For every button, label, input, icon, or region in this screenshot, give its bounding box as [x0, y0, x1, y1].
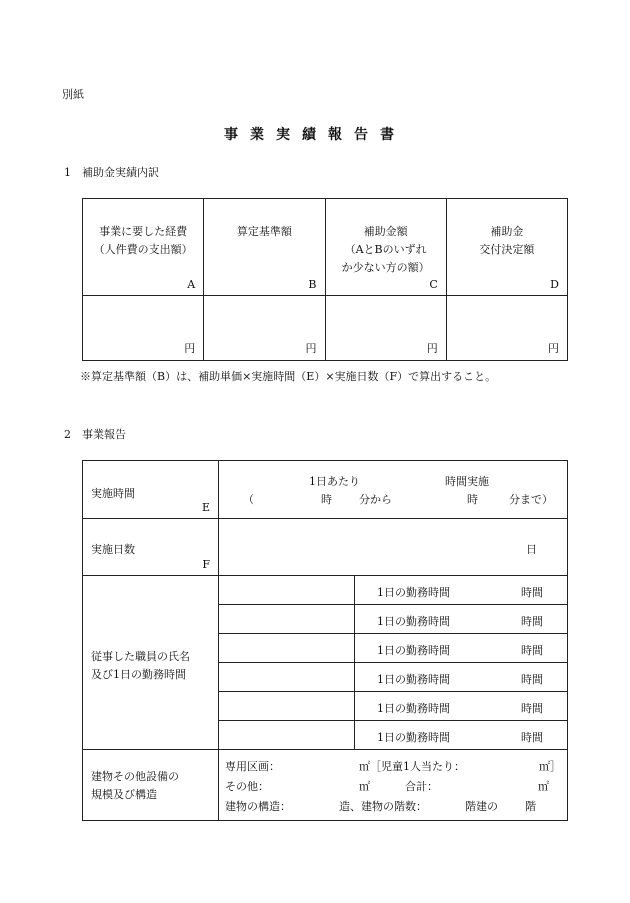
days-unit: 日 — [526, 543, 537, 556]
staff-label-line1: 従事した職員の氏名 — [91, 650, 190, 663]
time-code: E — [201, 501, 210, 514]
other-area-label: その他： — [225, 780, 269, 793]
column-code: C — [429, 278, 438, 291]
header-line: 補助金額 — [363, 225, 408, 238]
staff-label-line2: 及び1日の勤務時間 — [91, 668, 186, 681]
project-report-table — [82, 460, 568, 821]
structure-label: 建物の構造： — [225, 800, 291, 813]
staff-name-field[interactable] — [219, 692, 355, 721]
yen-unit: 円 — [548, 342, 559, 355]
work-hours-label: 1日の勤務時間 — [377, 644, 450, 657]
work-hours-label: 1日の勤務時間 — [377, 673, 450, 686]
days-code: F — [202, 558, 210, 571]
hours-implemented-label: 時間実施 — [445, 475, 489, 488]
column-code: A — [187, 278, 196, 291]
building-label-line2: 規模及び構造 — [91, 788, 157, 801]
floor-unit: 階 — [525, 800, 536, 813]
staff-label-cell — [83, 576, 219, 750]
hours-unit: 時間 — [521, 673, 543, 686]
total-area-unit: ㎡ — [538, 780, 549, 793]
other-area-unit: ㎡ — [359, 780, 370, 793]
amount-cell-subsidy[interactable] — [325, 296, 446, 361]
staff-name-field[interactable] — [219, 605, 355, 634]
story-building-label: 階建の — [465, 800, 498, 813]
section2-heading: 2 事業報告 — [64, 428, 126, 441]
header-line: 事業に要した経費 — [99, 225, 188, 238]
staff-name-field[interactable] — [219, 663, 355, 692]
staff-hours-field[interactable] — [355, 663, 568, 692]
end-minute-unit: 分まで） — [509, 493, 553, 506]
document-title: 事業実績報告書 — [224, 127, 406, 143]
per-child-area-unit: ㎡］ — [539, 760, 561, 773]
dedicated-area-label: 専用区画： — [225, 760, 280, 773]
work-hours-label: 1日の勤務時間 — [377, 731, 450, 744]
time-label: 実施時間 — [91, 487, 135, 500]
calculation-note: ※算定基準額（B）は、補助単価×実施時間（E）×実施日数（F）で算出すること。 — [80, 370, 497, 383]
column-code: B — [308, 278, 317, 291]
staff-name-field[interactable] — [219, 576, 355, 605]
staff-hours-field[interactable] — [355, 692, 568, 721]
work-hours-label: 1日の勤務時間 — [377, 702, 450, 715]
building-label-cell — [83, 750, 219, 821]
hours-unit: 時間 — [521, 586, 543, 599]
days-label: 実施日数 — [91, 543, 135, 556]
staff-hours-field[interactable] — [355, 576, 568, 605]
days-label-cell — [83, 519, 219, 576]
end-hour-unit: 時 — [467, 493, 478, 506]
time-label-cell — [83, 461, 219, 519]
per-day-label: 1日あたり — [309, 475, 360, 488]
time-value-cell[interactable] — [219, 461, 568, 519]
work-hours-label: 1日の勤務時間 — [377, 615, 450, 628]
amount-cell-decision[interactable] — [446, 296, 567, 361]
start-minute-unit: 分から — [359, 493, 392, 506]
hours-unit: 時間 — [521, 644, 543, 657]
building-label-line1: 建物その他設備の — [91, 770, 179, 783]
building-value-cell[interactable] — [219, 750, 568, 821]
header-line: 交付決定額 — [479, 243, 535, 256]
header-cell-decision — [446, 199, 567, 296]
days-value-cell[interactable] — [219, 519, 568, 576]
header-line: （AとBのいずれ — [344, 243, 427, 256]
amount-cell-expense[interactable] — [83, 296, 204, 361]
subsidy-breakdown-table — [82, 198, 568, 361]
yen-unit: 円 — [184, 342, 196, 355]
work-hours-label: 1日の勤務時間 — [377, 586, 450, 599]
hours-unit: 時間 — [521, 615, 543, 628]
hours-unit: 時間 — [521, 702, 543, 715]
staff-hours-field[interactable] — [355, 634, 568, 663]
column-code: D — [550, 278, 559, 291]
staff-hours-field[interactable] — [355, 721, 568, 750]
section1-heading: 1 補助金実績内訳 — [64, 166, 159, 179]
floors-label: 造、建物の階数： — [339, 800, 427, 813]
yen-unit: 円 — [426, 342, 438, 355]
header-line: （人件費の支出額） — [93, 243, 193, 256]
header-cell-base — [204, 199, 325, 296]
header-line: か少ない方の額） — [341, 261, 430, 274]
paren-open: （ — [243, 493, 254, 506]
header-line: 補助金 — [490, 225, 524, 238]
amount-cell-base[interactable] — [204, 296, 325, 361]
header-line: 算定基準額 — [236, 225, 292, 238]
staff-hours-field[interactable] — [355, 605, 568, 634]
staff-name-field[interactable] — [219, 634, 355, 663]
hours-unit: 時間 — [521, 731, 543, 744]
attachment-label: 別紙 — [62, 88, 84, 101]
header-cell-subsidy — [325, 199, 446, 296]
yen-unit: 円 — [305, 342, 317, 355]
total-area-label: 合計： — [405, 780, 438, 793]
per-child-area-label: ㎡［児童1人当たり： — [359, 760, 465, 773]
start-hour-unit: 時 — [321, 493, 332, 506]
staff-name-field[interactable] — [219, 721, 355, 750]
header-cell-expense — [83, 199, 204, 296]
